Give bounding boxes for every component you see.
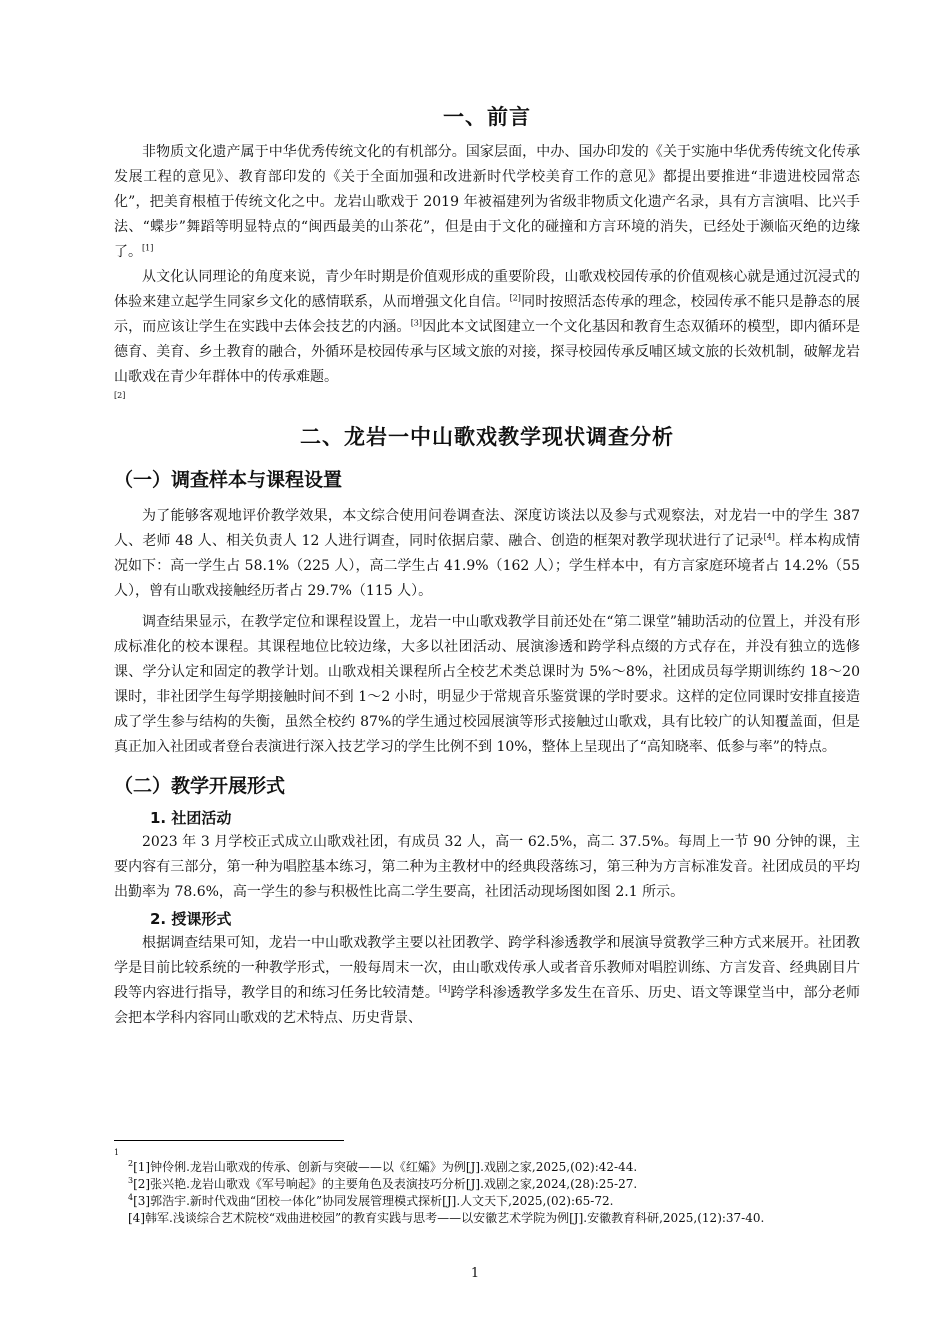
club-paragraph: 2023 年 3 月学校正式成立山歌戏社团，有成员 32 人，高一 62.5%，高二 37.5%。每周上一节 90 分钟的课，主要内容有三部分，第一种为唱腔基本练习，第二种为主教材中的经典段落练习，第三种为方言标准发音。社团成员的平均出勤率为 78.6%，高一学生的参与积极性比高二学生要高，社团活动现场图如图 2.1 所示。 [114,834,860,900]
intro-paragraph-2: 从文化认同理论的角度来说，青少年时期是价值观形成的重要阶段，山歌戏校园传承的价值观核心就是通过沉浸式的体验来建立起学生同家乡文化的感情联系，从而增强文化自信。[2]同时按照活态传承的理念，校园传承不能只是静态的展示，而应该让学生在实践中去体会技艺的内涵。[3]因此本文试图建立一个文化基因和教育生态双循环的模型，即内循环是德育、美育、乡土教育的融合，外循环是校园传承与区域文旅的对接，探寻校园传承反哺区域文旅的长效机制，破解龙岩山歌戏在青少年群体中的传承难题。 [2] [114,269,861,400]
sample-paragraph-2: 调查结果显示，在教学定位和课程设置上，龙岩一中山歌戏教学目前还处在“第二课堂”辅助活动的位置上，并没有形成标准化的校本课程。其课程地位比较边缘，大多以社团活动、展演渗透和跨学科点缀的方式存在，并没有独立的选修课、学分认定和固定的教学计划。山歌戏相关课程所占全校艺术类总课时为 5%～8%，社团成员每学期训练约 18～20 课时，非社团学生每学期接触时间不到 1～2 小时，明显少于常规音乐鉴赏课的学时要求。这样的定位同课时安排直接造成了学生参与结构的失衡，虽然全校约 87%的学生通过校园展演等形式接触过山歌戏，具有比较广的认知覆盖面，但是真正加入社团或者登台表演进行深入技艺学习的学生比例不到 10%，整体上呈现出了“高知晓率、低参与率”的特点。 [114,614,860,755]
intro-paragraph-1: 非物质文化遗产属于中华优秀传统文化的有机部分。国家层面，中办、国办印发的《关于实施中华优秀传统文化传承发展工程的意见》、教育部印发的《关于全面加强和改进新时代学校美育工作的意见》都提出要推进“非遗进校园常态化”，把美育根植于传统文化之中。龙岩山歌戏于 2019 年被福建列为省级非物质文化遗产名录，具有方言演唱、比兴手法、“蝶步”舞蹈等明显特点的“闽西最美的山茶花”，但是由于文化的碰撞和方言环境的消失，已经处于濒临灭绝的边缘了。[1] [114,144,860,260]
footnote-item: $^2$[1]钟伶俐.龙岩山歌戏的传承、创新与突破——以《红孀》为例[J].戏剧之家,2025,(02):42-44. [128,1159,638,1174]
subsection-heading-sample: （一）调查样本与课程设置 [114,469,343,491]
footnotes [114,1140,860,1227]
footnote-divider [114,1140,344,1141]
citation-ref: [1] [142,243,154,253]
document-body [114,100,860,1031]
page-number: 1 [470,1266,480,1281]
teaching-paragraph: 根据调查结果可知，龙岩一中山歌戏教学主要以社团教学、跨学科渗透教学和展演导赏教学三种方式来展开。社团教学是目前比较系统的一种教学形式，一般每周末一次，由山歌戏传承人或者音乐教师对唱腔训练、方言发音、经典剧目片段等内容进行指导，教学目的和练习任务比较清楚。[4]跨学科渗透教学多发生在音乐、历史、语文等课堂当中，部分老师会把本学科内容同山歌戏的艺术特点、历史背景、 [114,935,861,1026]
citation-ref: [2] [509,293,521,303]
item-heading-teaching: 2. 授课形式 [150,910,232,928]
footnote-item: $^3$[2]张兴艳.龙岩山歌戏《军号响起》的主要角色及表演技巧分析[J].戏剧之家,2024,(28):25-27. [128,1176,638,1191]
footnote-mark: 1 [114,1148,120,1157]
sample-paragraph-1: 为了能够客观地评价教学效果，本文综合使用问卷调查法、深度访谈法以及参与式观察法，对龙岩一中的学生 387 人、老师 48 人、相关负责人 12 人进行调查，同时依据启蒙、融合、创造的框架对教学现状进行了记录[4]。样本构成情况如下：高一学生占 58.1%（225 人），高二学生占 41.9%（162 人）；学生样本中，有方言家庭环境者占 14.2%（55 人），曾有山歌戏接触经历者占 29.7%（115 人）。 [114,508,861,599]
item-heading-club: 1. 社团活动 [150,809,232,827]
section-heading-survey: 二、龙岩一中山歌戏教学现状调查分析 [300,425,674,449]
subsection-heading-forms: （二）教学开展形式 [114,775,286,797]
footnote-item: [4]韩军.浅谈综合艺术院校“戏曲进校园”的教育实践与思考——以安徽艺术学院为例[J].安徽教育科研,2025,(12):37-40. [128,1211,765,1225]
footnote-item: $^4$[3]郭浩宇.新时代戏曲“团校一体化”协同发展管理模式探析[J].人文天下,2025,(02):65-72. [128,1193,614,1208]
citation-ref: [2] [114,391,126,400]
citation-ref: [4] [438,984,451,994]
citation-ref: [3] [410,318,423,328]
citation-ref: [4] [763,532,775,542]
section-heading-intro: 一、前言 [443,105,531,129]
